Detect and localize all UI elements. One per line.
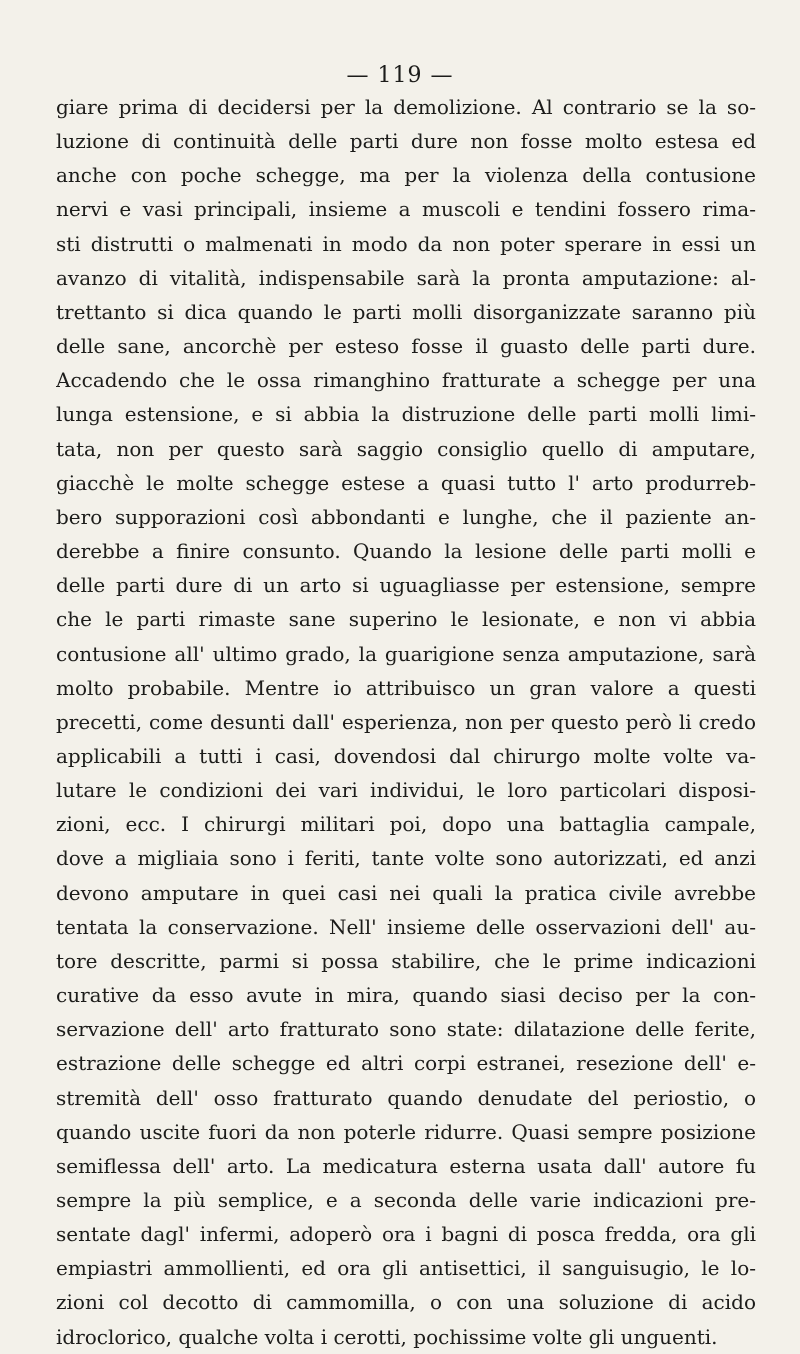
page-number: — 119 —	[346, 63, 454, 88]
text-line: estrazione delle schegge ed altri corpi estranei, resezione dell' e-	[56, 1051, 756, 1076]
text-line: bero supporazioni così abbondanti e lunghe, che il paziente an-	[56, 504, 756, 529]
text-line: contusione all' ultimo grado, la guarigione senza amputazione, sarà	[56, 641, 756, 666]
text-line: tore descritte, parmi si possa stabilire, che le prime indicazioni	[56, 948, 756, 973]
text-line: luzione di continuità delle parti dure non fosse molto estesa ed	[56, 129, 756, 154]
text-line: zioni, ecc. I chirurgi militari poi, dopo una battaglia campale,	[56, 812, 756, 837]
text-line: devono amputare in quei casi nei quali la pratica civile avrebbe	[56, 880, 756, 905]
text-line: lunga estensione, e si abbia la distruzione delle parti molli limi-	[56, 402, 756, 427]
text-line: semiflessa dell' arto. La medicatura esterna usata dall' autore fu	[56, 1153, 756, 1178]
text-line: lutare le condizioni dei vari individui, le loro particolari disposi-	[56, 778, 756, 803]
text-line: idroclorico, qualche volta i cerotti, pochissime volte gli unguenti.	[56, 1324, 718, 1349]
text-line: tata, non per questo sarà saggio consiglio quello di amputare,	[56, 436, 756, 461]
text-line: zioni col decotto di cammomilla, o con una soluzione di acido	[56, 1290, 756, 1315]
text-line: quando uscite fuori da non poterle ridurre. Quasi sempre posizione	[56, 1119, 756, 1144]
text-line: nervi e vasi principali, insieme a muscoli e tendini fossero rima-	[56, 197, 756, 222]
text-line: delle sane, ancorchè per esteso fosse il guasto delle parti dure.	[56, 334, 756, 359]
text-line: sti distrutti o malmenati in modo da non poter sperare in essi un	[56, 231, 756, 256]
text-line: tentata la conservazione. Nell' insieme delle osservazioni dell' au-	[56, 914, 756, 939]
text-line: applicabili a tutti i casi, dovendosi dal chirurgo molte volte va-	[56, 743, 756, 768]
body-paragraph	[56, 90, 756, 1354]
text-line: sentate dagl' infermi, adoperò ora i bagni di posca fredda, ora gli	[56, 1222, 756, 1247]
text-line: anche con poche schegge, ma per la violenza della contusione	[56, 163, 756, 188]
text-line: curative da esso avute in mira, quando siasi deciso per la con-	[56, 983, 756, 1008]
text-line: giacchè le molte schegge estese a quasi tutto l' arto produrreb-	[56, 470, 756, 495]
text-line: derebbe a finire consunto. Quando la lesione delle parti molli e	[56, 539, 756, 564]
text-line: dove a migliaia sono i feriti, tante volte sono autorizzati, ed anzi	[56, 846, 756, 871]
text-line: trettanto si dica quando le parti molli disorganizzate saranno più	[56, 299, 756, 324]
text-line: empiastri ammollienti, ed ora gli antisettici, il sanguisugio, le lo-	[56, 1256, 756, 1281]
text-line: sempre la più semplice, e a seconda delle varie indicazioni pre-	[56, 1188, 756, 1212]
text-line: giare prima di decidersi per la demolizione. Al contrario se la so-	[56, 95, 756, 119]
text-line: stremità dell' osso fratturato quando denudate del periostio, o	[56, 1085, 756, 1110]
text-line: Accadendo che le ossa rimanghino fratturate a schegge per una	[56, 368, 756, 393]
text-line: molto probabile. Mentre io attribuisco un gran valore a questi	[56, 675, 756, 700]
text-line: avanzo di vitalità, indispensabile sarà la pronta amputazione: al-	[56, 265, 756, 290]
text-line: che le parti rimaste sane superino le lesionate, e non vi abbia	[56, 607, 756, 632]
text-line: servazione dell' arto fratturato sono state: dilatazione delle ferite,	[56, 1017, 756, 1042]
text-line: precetti, come desunti dall' esperienza, non per questo però li credo	[56, 709, 756, 734]
text-line: delle parti dure di un arto si uguagliasse per estensione, sempre	[56, 573, 756, 598]
